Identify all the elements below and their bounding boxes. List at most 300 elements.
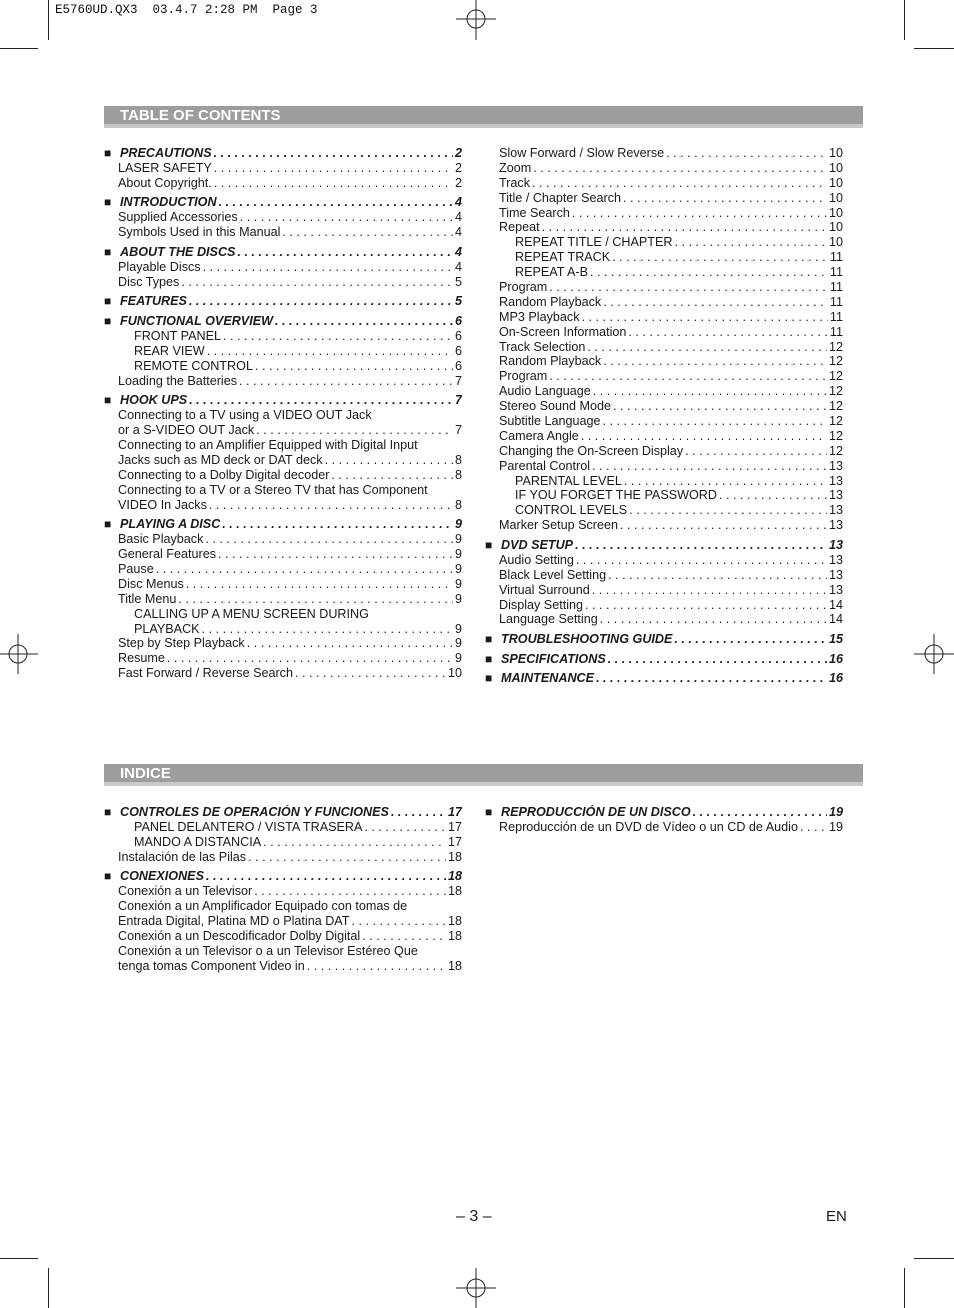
dot-leader [206, 869, 446, 884]
dot-leader [189, 393, 453, 408]
entry-label: REAR VIEW [134, 343, 205, 358]
entry-page-number: 11 [829, 250, 843, 265]
toc-entry [485, 220, 843, 235]
square-bullet-icon: ■ [104, 294, 112, 309]
toc-entry [104, 884, 462, 899]
entry-label: MANDO A DISTANCIA [134, 834, 262, 849]
entry-label: Pause [118, 561, 154, 576]
dot-leader [247, 636, 453, 651]
toc-entry [485, 206, 843, 221]
dot-leader [587, 340, 827, 355]
entry-page-number: 18 [447, 914, 462, 929]
entry-label: MAINTENANCE [501, 671, 595, 686]
dot-leader [575, 538, 827, 553]
dot-leader [240, 210, 453, 225]
entry-label: Disc Types [118, 274, 180, 289]
toc-entry [104, 225, 462, 240]
entry-page-number: 6 [454, 314, 462, 329]
dot-leader [719, 488, 827, 503]
dot-leader [222, 517, 453, 532]
dot-leader [167, 651, 453, 666]
entry-label: Conexión a un Amplificador Equipado con tomas de [118, 899, 408, 914]
toc-entry [485, 369, 843, 384]
dot-leader [582, 310, 828, 325]
entry-page-number: 4 [454, 259, 462, 274]
registration-mark-icon [914, 634, 954, 674]
dot-leader [186, 577, 453, 592]
toc-entry [104, 359, 462, 374]
entry-page-number: 11 [829, 294, 843, 309]
entry-label: Connecting to a Dolby Digital decoder [118, 467, 330, 482]
dot-leader [596, 671, 827, 686]
crop-mark [914, 48, 954, 49]
entry-page-number: 9 [454, 532, 462, 547]
entry-label: TROUBLESHOOTING GUIDE [501, 632, 673, 647]
toc-entry [104, 374, 462, 389]
entry-label: Supplied Accessories [118, 210, 238, 225]
entry-page-number: 6 [454, 343, 462, 358]
entry-label: Loading the Batteries [118, 373, 238, 388]
toc-entry [104, 592, 462, 607]
toc-left-list [104, 146, 462, 681]
entry-label: SPECIFICATIONS [501, 651, 606, 666]
toc-entry [485, 176, 843, 191]
toc-entry [485, 820, 843, 835]
entry-page-number: 12 [828, 369, 843, 384]
dot-leader [603, 414, 827, 429]
entry-label: Random Playback [499, 294, 602, 309]
entry-label: FEATURES [120, 294, 187, 309]
dot-leader [219, 195, 453, 210]
entry-label: Subtitle Language [499, 414, 601, 429]
entry-label: Conexión a un Televisor o a un Televisor Estéreo Que [118, 943, 418, 958]
toc-entry [104, 622, 462, 637]
entry-page-number: 2 [454, 160, 462, 175]
dot-leader [207, 344, 453, 359]
entry-page-number: 13 [828, 473, 843, 488]
entry-page-number: 9 [454, 651, 462, 666]
entry-label: REPRODUCCIÓN DE UN DISCO [501, 805, 691, 819]
registration-mark-icon [456, 0, 496, 40]
entry-label: ABOUT THE DISCS [120, 244, 236, 259]
toc-entry [104, 260, 462, 275]
dot-leader [623, 191, 827, 206]
entry-page-number: 15 [828, 632, 843, 647]
toc-section-entry [104, 294, 462, 309]
toc-entry [104, 651, 462, 666]
crop-mark [914, 1258, 954, 1259]
entry-page-number: 10 [828, 205, 843, 220]
entry-page-number: 14 [828, 597, 843, 612]
entry-page-number: 12 [828, 339, 843, 354]
dot-leader [572, 206, 827, 221]
toc-entry [104, 636, 462, 651]
entry-page-number: 11 [829, 309, 843, 324]
entry-page-number: 11 [829, 265, 843, 280]
toc-entry [104, 944, 462, 959]
entry-label: Slow Forward / Slow Reverse [499, 146, 665, 160]
entry-label: IF YOU FORGET THE PASSWORD [515, 488, 717, 503]
dot-leader [205, 532, 453, 547]
entry-label: HOOK UPS [120, 393, 188, 408]
registration-mark-icon [456, 1268, 496, 1308]
entry-label: Conexión a un Descodificador Dolby Digital [118, 928, 361, 943]
entry-label: PLAYBACK [134, 621, 200, 636]
entry-label: General Features [118, 547, 217, 562]
indice-header: INDICE [104, 764, 863, 786]
dot-leader [620, 518, 827, 533]
dot-leader [209, 498, 453, 513]
dot-leader [542, 220, 827, 235]
square-bullet-icon: ■ [104, 805, 112, 819]
entry-page-number: 4 [454, 195, 462, 210]
entry-page-number: 4 [454, 244, 462, 259]
toc-entry [104, 577, 462, 592]
dot-leader [237, 245, 453, 260]
entry-label: Basic Playback [118, 532, 204, 547]
crop-mark [904, 0, 905, 40]
entry-page-number: 17 [447, 834, 462, 849]
toc-section-entry [104, 517, 462, 532]
entry-label: Virtual Surround [499, 582, 590, 597]
dot-leader [214, 176, 453, 191]
toc-section-entry [104, 314, 462, 329]
entry-label: On-Screen Information [499, 324, 627, 339]
entry-label: CALLING UP A MENU SCREEN DURING [134, 606, 369, 621]
toc-left-column [104, 146, 462, 681]
entry-label: Program [499, 369, 548, 384]
dot-leader [600, 612, 827, 627]
dot-leader [181, 275, 453, 290]
toc-entry [104, 329, 462, 344]
entry-page-number: 12 [828, 354, 843, 369]
entry-page-number: 14 [828, 612, 843, 627]
toc-entry [104, 275, 462, 290]
entry-label: Changing the On-Screen Display [499, 443, 684, 458]
entry-label: Track [499, 175, 531, 190]
toc-entry [104, 468, 462, 483]
dot-leader [214, 161, 453, 176]
entry-page-number: 16 [828, 651, 843, 666]
entry-label: REPEAT TITLE / CHAPTER [515, 235, 673, 250]
entry-page-number: 10 [828, 175, 843, 190]
entry-label: PARENTAL LEVEL [515, 473, 622, 488]
square-bullet-icon: ■ [104, 314, 112, 329]
entry-label: About Copyright. [118, 175, 212, 190]
toc-entry [485, 518, 843, 533]
entry-page-number: 13 [828, 518, 843, 533]
dot-leader [254, 884, 446, 899]
toc-entry [485, 474, 843, 489]
entry-page-number: 13 [828, 552, 843, 567]
dot-leader [624, 474, 827, 489]
toc-entry [104, 820, 462, 835]
entry-page-number: 13 [828, 458, 843, 473]
entry-page-number: 4 [454, 210, 462, 225]
toc-entry [104, 835, 462, 850]
entry-label: Audio Language [499, 384, 591, 399]
dot-leader [585, 598, 827, 613]
page-number: – 3 – [456, 1208, 492, 1225]
entry-page-number: 5 [454, 294, 462, 309]
entry-label: Display Setting [499, 597, 583, 612]
entry-label: Title Menu [118, 591, 177, 606]
dot-leader [800, 820, 827, 835]
square-bullet-icon: ■ [485, 537, 493, 552]
dot-leader [275, 314, 453, 329]
entry-page-number: 10 [828, 235, 843, 250]
toc-entry [485, 250, 843, 265]
entry-label: Parental Control [499, 458, 591, 473]
square-bullet-icon: ■ [485, 651, 493, 666]
toc-entry [104, 161, 462, 176]
entry-label: Jacks such as MD deck or DAT deck [118, 452, 323, 467]
entry-page-number: 17 [447, 819, 462, 834]
entry-page-number: 12 [828, 399, 843, 414]
toc-entry [104, 899, 462, 914]
entry-label: Marker Setup Screen [499, 518, 618, 533]
dot-leader [239, 374, 453, 389]
toc-entry [485, 459, 843, 474]
indice-left-column [104, 805, 462, 974]
toc-entry [104, 914, 462, 929]
toc-entry [104, 850, 462, 865]
entry-page-number: 8 [454, 452, 462, 467]
entry-label: INTRODUCTION [120, 195, 217, 210]
entry-label: or a S-VIDEO OUT Jack [118, 423, 255, 438]
registration-mark-icon [0, 634, 38, 674]
square-bullet-icon: ■ [104, 195, 112, 210]
square-bullet-icon: ■ [104, 393, 112, 408]
toc-right-list [485, 146, 843, 686]
toc-section-entry [104, 869, 462, 884]
dot-leader [628, 325, 828, 340]
dot-leader [218, 547, 453, 562]
entry-page-number: 13 [828, 537, 843, 552]
indice-left-list [104, 805, 462, 974]
entry-label: Stereo Sound Mode [499, 399, 612, 414]
entry-label: Black Level Setting [499, 567, 607, 582]
dot-leader [331, 468, 453, 483]
entry-page-number: 13 [828, 582, 843, 597]
entry-page-number: 19 [828, 805, 843, 819]
toc-entry [485, 583, 843, 598]
entry-label: REPEAT A-B [515, 265, 589, 280]
print-header: E5760UD.QX3 03.4.7 2:28 PM Page 3 [55, 3, 318, 17]
entry-label: Instalación de las Pilas [118, 849, 247, 864]
entry-page-number: 10 [828, 220, 843, 235]
entry-page-number: 16 [828, 671, 843, 686]
entry-page-number: 18 [447, 869, 462, 884]
entry-page-number: 7 [454, 373, 462, 388]
dot-leader [685, 444, 827, 459]
dot-leader [295, 666, 446, 681]
entry-label: Connecting to an Amplifier Equipped with Digital Input [118, 438, 418, 453]
indice-right-column [485, 805, 843, 835]
toc-entry [485, 612, 843, 627]
dot-leader [592, 583, 827, 598]
entry-page-number: 8 [454, 497, 462, 512]
entry-page-number: 18 [447, 884, 462, 899]
entry-page-number: 18 [447, 958, 462, 973]
entry-label: Connecting to a TV or a Stereo TV that has Component [118, 482, 428, 497]
square-bullet-icon: ■ [485, 632, 493, 647]
crop-mark [0, 48, 38, 49]
dot-leader [223, 329, 453, 344]
entry-page-number: 11 [829, 324, 843, 339]
dot-leader [248, 850, 446, 865]
toc-entry [104, 176, 462, 191]
toc-entry [485, 354, 843, 369]
toc-entry [485, 310, 843, 325]
entry-page-number: 6 [454, 328, 462, 343]
toc-entry [485, 340, 843, 355]
entry-page-number: 10 [828, 146, 843, 160]
dot-leader [613, 399, 827, 414]
dot-leader [674, 632, 827, 647]
entry-label: PRECAUTIONS [120, 146, 212, 160]
dot-leader [214, 146, 453, 161]
entry-page-number: 12 [828, 384, 843, 399]
toc-entry [485, 399, 843, 414]
crop-mark [48, 1268, 49, 1308]
toc-entry [104, 483, 462, 498]
dot-leader [608, 568, 827, 583]
dot-leader [549, 280, 828, 295]
toc-section-entry [104, 805, 462, 820]
entry-label: Time Search [499, 205, 570, 220]
entry-label: Audio Setting [499, 552, 574, 567]
dot-leader [576, 553, 827, 568]
entry-page-number: 10 [828, 160, 843, 175]
square-bullet-icon: ■ [104, 244, 112, 259]
entry-label: LASER SAFETY [118, 160, 212, 175]
toc-section-entry [485, 652, 843, 667]
dot-leader [307, 959, 446, 974]
entry-page-number: 7 [454, 423, 462, 438]
toc-entry [104, 344, 462, 359]
crop-mark [0, 1258, 38, 1259]
entry-page-number: 19 [828, 819, 843, 834]
indice-right-list [485, 805, 843, 835]
dot-leader [603, 295, 828, 310]
toc-section-entry [104, 245, 462, 260]
entry-label: FRONT PANEL [134, 328, 222, 343]
toc-entry [104, 453, 462, 468]
entry-label: Track Selection [499, 339, 586, 354]
entry-label: CONTROL LEVELS [515, 503, 628, 518]
toc-entry [485, 191, 843, 206]
entry-label: Conexión a un Televisor [118, 884, 253, 899]
toc-entry [485, 325, 843, 340]
toc-section-entry [485, 538, 843, 553]
entry-page-number: 10 [447, 666, 462, 681]
dot-leader [178, 592, 453, 607]
toc-entry [104, 959, 462, 974]
entry-label: Reproducción de un DVD de Vídeo o un CD de Audio [499, 819, 798, 834]
toc-entry [104, 210, 462, 225]
entry-label: PANEL DELANTERO / VISTA TRASERA [134, 819, 363, 834]
entry-label: Fast Forward / Reverse Search [118, 666, 293, 681]
toc-entry [104, 438, 462, 453]
dot-leader [189, 294, 453, 309]
toc-entry [104, 423, 462, 438]
entry-label: DVD SETUP [501, 537, 574, 552]
dot-leader [693, 805, 827, 820]
entry-page-number: 11 [829, 280, 843, 295]
toc-entry [485, 598, 843, 613]
entry-page-number: 12 [828, 428, 843, 443]
dot-leader [593, 384, 827, 399]
entry-page-number: 13 [828, 503, 843, 518]
dot-leader [256, 423, 453, 438]
toc-entry [104, 408, 462, 423]
toc-entry [485, 295, 843, 310]
entry-label: Step by Step Playback [118, 636, 245, 651]
dot-leader [608, 652, 827, 667]
toc-entry [104, 547, 462, 562]
toc-entry [485, 414, 843, 429]
dot-leader [325, 453, 453, 468]
toc-entry [485, 488, 843, 503]
entry-label: Connecting to a TV using a VIDEO OUT Jack [118, 408, 372, 423]
toc-entry [485, 444, 843, 459]
entry-page-number: 9 [454, 561, 462, 576]
entry-label: Title / Chapter Search [499, 190, 622, 205]
entry-page-number: 9 [454, 547, 462, 562]
dot-leader [202, 622, 453, 637]
entry-page-number: 8 [454, 467, 462, 482]
toc-right-column [485, 146, 843, 686]
entry-page-number: 12 [828, 443, 843, 458]
entry-label: VIDEO In Jacks [118, 497, 207, 512]
dot-leader [532, 176, 827, 191]
entry-label: CONEXIONES [120, 869, 204, 884]
toc-section-entry [104, 146, 462, 161]
entry-page-number: 9 [454, 517, 462, 532]
dot-leader [590, 265, 828, 280]
entry-page-number: 13 [828, 567, 843, 582]
dot-leader [629, 503, 827, 518]
dot-leader [666, 146, 827, 161]
toc-entry [485, 161, 843, 176]
entry-page-number: 9 [454, 591, 462, 606]
dot-leader [362, 929, 446, 944]
entry-label: Program [499, 280, 548, 295]
toc-section-entry [485, 805, 843, 820]
entry-label: Disc Menus [118, 576, 184, 591]
dot-leader [391, 805, 446, 820]
entry-page-number: 12 [828, 414, 843, 429]
entry-label: PLAYING A DISC [120, 517, 221, 532]
entry-label: Resume [118, 651, 165, 666]
entry-label: Playable Discs [118, 259, 201, 274]
entry-page-number: 17 [447, 805, 462, 819]
toc-header: TABLE OF CONTENTS [104, 106, 863, 128]
toc-section-entry [104, 195, 462, 210]
dot-leader [351, 914, 446, 929]
dot-leader [603, 354, 827, 369]
entry-page-number: 2 [454, 146, 462, 160]
dot-leader [592, 459, 827, 474]
dot-leader [674, 235, 827, 250]
entry-page-number: 18 [447, 849, 462, 864]
square-bullet-icon: ■ [485, 671, 493, 686]
square-bullet-icon: ■ [104, 517, 112, 532]
crop-mark [48, 0, 49, 40]
entry-label: Repeat [499, 220, 540, 235]
toc-entry [104, 562, 462, 577]
